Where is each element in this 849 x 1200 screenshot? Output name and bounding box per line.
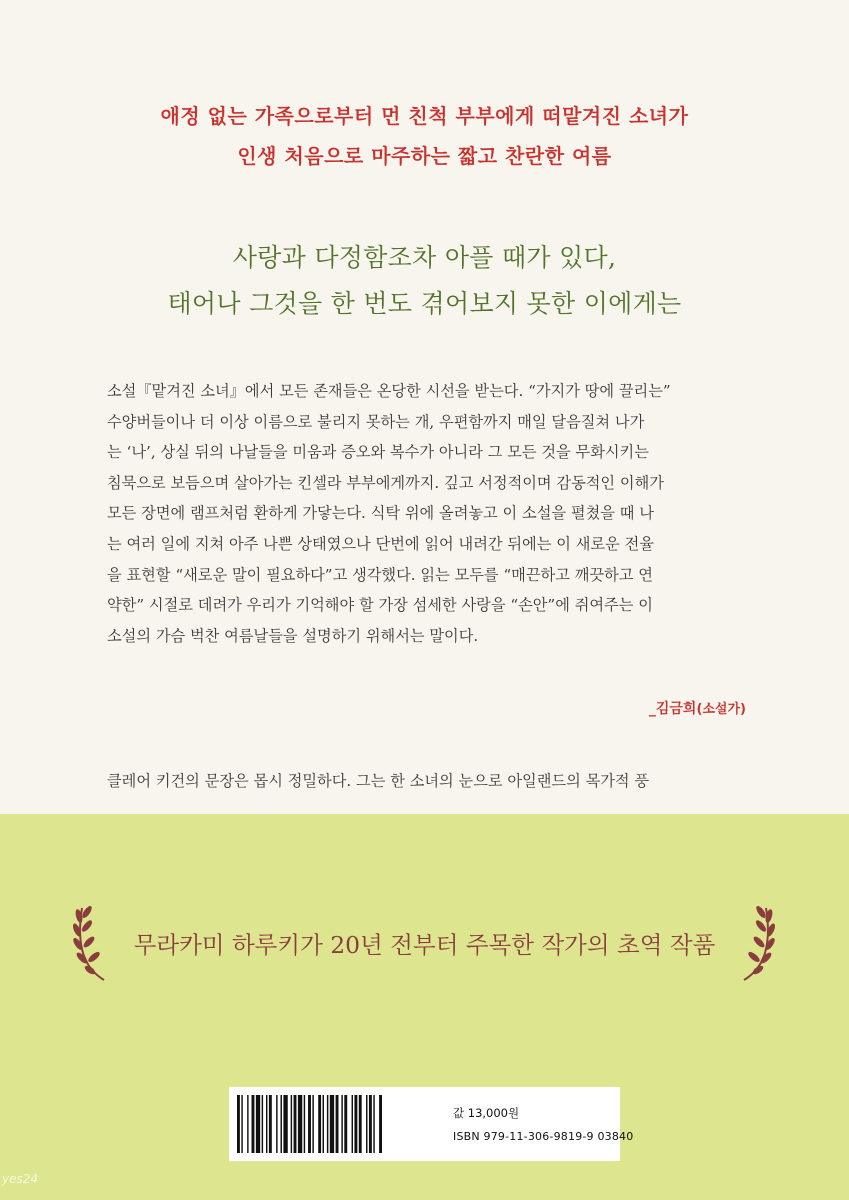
barcode-bar [298, 1095, 302, 1153]
barcode-bar [344, 1095, 347, 1153]
banner-text: 무라카미 하루키가 20년 전부터 주목한 작가의 초역 작품 [133, 931, 716, 959]
review-line: 소설의 가슴 벅찬 여름날들을 설명하기 위해서는 말이다. [107, 626, 479, 645]
barcode-bar [330, 1095, 334, 1153]
review-line: 수양버들이나 더 이상 이름으로 불리지 못하는 개, 우편함까지 매일 달음질쳐 나가 [107, 412, 645, 431]
subhead-line-2: 태어나 그것을 한 번도 겪어보지 못한 이에게는 [167, 289, 682, 318]
barcode-bar [269, 1095, 272, 1153]
review-line: 소설『맡겨진 소녀』에서 모든 존재들은 온당한 시선을 받는다. “가지가 땅에 끌리는” [107, 382, 671, 400]
review-line: 클레어 키건의 문장은 몹시 정밀하다. 그는 한 소녀의 눈으로 아일랜드의 목가적 풍 [107, 772, 650, 790]
barcode-bar [341, 1095, 342, 1153]
barcode-bar [352, 1095, 353, 1153]
barcode-bar [369, 1095, 372, 1153]
barcode-bar [354, 1095, 357, 1153]
barcode-bar [276, 1095, 277, 1153]
barcode-bar [294, 1095, 297, 1153]
barcode-bar [312, 1095, 313, 1153]
barcode-bar [359, 1095, 362, 1153]
barcode-bar [304, 1095, 305, 1153]
barcode-bar [266, 1095, 267, 1153]
barcode-bar [256, 1095, 260, 1153]
review-line: 는 여러 일에 지쳐 아주 나쁜 상태였으나 단번에 읽어 내려간 뒤에는 이 새로운 전율 [107, 534, 654, 553]
barcode-bar [318, 1095, 321, 1153]
barcode-bar [327, 1095, 328, 1153]
barcode-label [229, 1087, 634, 1161]
review-line: 침묵으로 보듬으며 살아가는 킨셀라 부부에게까지. 깊고 서정적이며 감동적인 이해가 [107, 473, 664, 492]
review-author-role: (소설가) [696, 702, 746, 717]
review-signature [649, 698, 746, 718]
barcode-icon [237, 1095, 437, 1153]
barcode-bar [241, 1095, 242, 1153]
review-line: 는 ‘나’, 상실 뒤의 나날들을 미움과 증오와 복수가 아니라 그 모든 것을 무화시키는 [107, 443, 649, 462]
subhead-line-1: 사랑과 다정함조차 아플 때가 있다, [232, 243, 617, 272]
barcode-bar [373, 1095, 374, 1153]
review-paragraph-2 [107, 766, 747, 797]
review-line: 을 표현할 “새로운 말이 필요하다”고 생각했다. 읽는 모두를 “매끈하고 깨끗하고 연 [107, 565, 653, 584]
barcode-bar [283, 1095, 287, 1153]
barcode-bar [323, 1095, 324, 1153]
barcode-bar [379, 1095, 382, 1153]
review-line: 모든 장면에 램프처럼 환하게 가닿는다. 식탁 위에 올려놓고 이 소설을 펼쳤을 때 나 [107, 504, 654, 523]
review-author: _김금희 [648, 701, 697, 717]
barcode-bar [336, 1095, 339, 1153]
barcode-bar [262, 1095, 263, 1153]
barcode-bar [281, 1095, 282, 1153]
barcode-bar [291, 1095, 292, 1153]
barcode-bar [366, 1095, 367, 1153]
review-line: 약한” 시절로 데려가 우리가 기억해야 할 가장 섬세한 사랑을 “손안”에 쥐여주는 이 [107, 596, 653, 615]
isbn-text: ISBN 979-11-306-9819-9 03840 [453, 1130, 634, 1143]
review-paragraph-1 [107, 376, 747, 651]
barcode-bar [252, 1095, 255, 1153]
barcode-bar [247, 1095, 248, 1153]
headline-line-1: 애정 없는 가족으로부터 먼 친척 부부에게 떠맡겨진 소녀가 [160, 104, 689, 128]
watermark-logo: yes24 [2, 1172, 39, 1186]
price-text: 값 13,000원 [453, 1106, 520, 1120]
barcode-bar [237, 1095, 240, 1153]
barcode-bar [308, 1095, 311, 1153]
headline-line-2: 인생 처음으로 마주하는 짧고 찬란한 여름 [237, 144, 612, 168]
